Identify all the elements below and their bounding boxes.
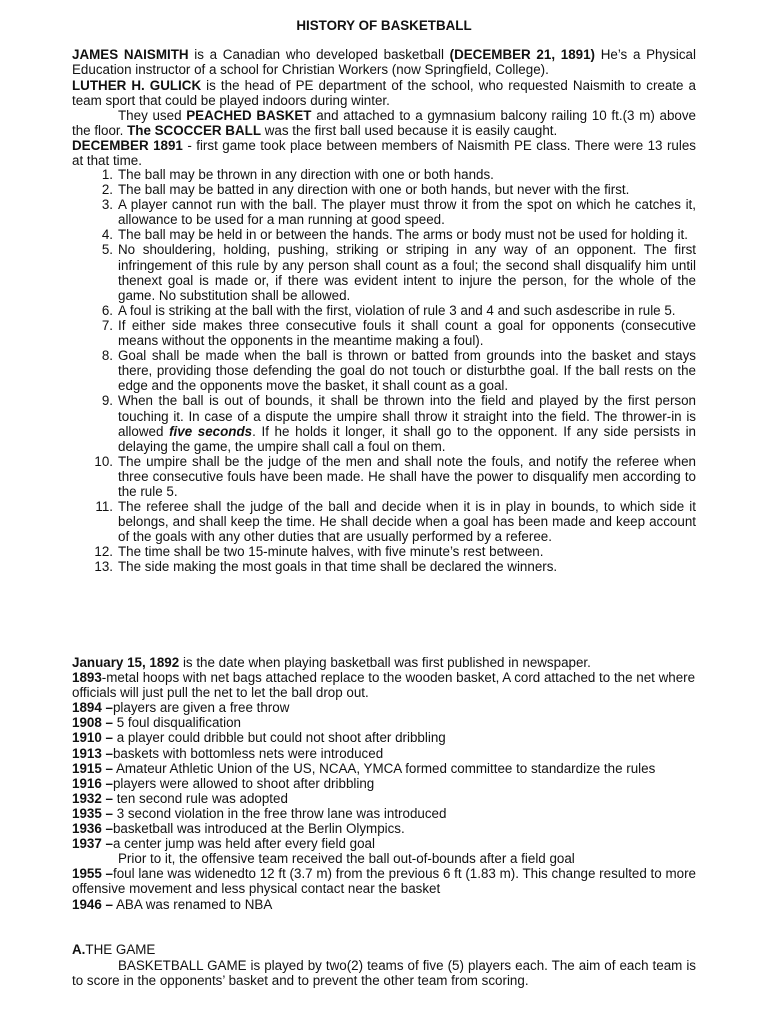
timeline-item: 1916 –players were allowed to shoot after dribbling (72, 775, 375, 791)
timeline-item: January 15, 1892 is the date when playing basketball was first published in newspaper. (72, 655, 591, 670)
page-title: HISTORY OF BASKETBALL (296, 18, 472, 33)
list-item: 3. A player cannot run with the ball. The player must throw it from the spot on which he catches it, allowance to be used for a man running at good speed. (101, 197, 696, 228)
timeline-item: 1908 – 5 foul disqualification (72, 715, 242, 731)
list-item: 1. The ball may be thrown in any direction with one or both hands. (101, 167, 494, 182)
timeline (72, 655, 696, 912)
timeline-item: 1936 –basketball was introduced at the Berlin Olympics. (72, 821, 405, 837)
intro-gulick: LUTHER H. GULICK is the head of PE department of the school, who requested Naismith to create a team sport that could be played indoors during winter. (72, 78, 696, 109)
timeline-note: Prior to it, the offensive team received the ball out-of-bounds after a field goal (118, 851, 575, 867)
intro-basket: They used PEACHED BASKET and attached to a gymnasium balcony railing 10 ft.(3 m) above the floor. The SCOCCER BALL was the first ball used because it is easily caught. (72, 108, 697, 139)
naismith-name: JAMES NAISMITH (72, 47, 189, 62)
timeline-item: 1893-metal hoops with net bags attached replace to the wooden basket, A cord attached to the net where officials will just pull the net to let the ball drop out. (72, 670, 696, 701)
list-item: 7. If either side makes three consecutive fouls it shall count a goal for opponents (consecutive means without the opponents in the meantime making a foul). (101, 317, 696, 349)
list-item: 9. When the ball is out of bounds, it shall be thrown into the field and played by the first person touching it. In case of a dispute the umpire shall throw it straight into the field. The thrower-in is allowed five seconds. If he holds it longer, it shall go to the opponent. If any side persists in delaying the game, the umpire shall call a foul on them. (101, 393, 696, 454)
timeline-item: 1915 – Amateur Athletic Union of the US, NCAA, YMCA formed committee to standardize the rules (72, 760, 656, 776)
naismith-date: (DECEMBER 21, 1891) (449, 47, 595, 62)
section-a-heading: A.THE GAME (72, 942, 156, 957)
list-item: 10. The umpire shall be the judge of the men and shall note the fouls, and notify the referee when three consecutive fouls have been made. He shall have the power to disqualify men according to the rule 5. (94, 453, 696, 499)
gulick-name: LUTHER H. GULICK (72, 78, 202, 93)
list-item: 11. The referee shall the judge of the ball and decide when it is in play in bounds, to which side it belongs, and shall keep the time. He shall decide when a goal has been made and keep account of the goals with any other duties that are usually performed by a referee. (95, 499, 696, 545)
timeline-item: 1932 – ten second rule was adopted (72, 790, 288, 806)
timeline-item: 1946 – ABA was renamed to NBA (72, 896, 273, 912)
list-item: 13. The side making the most goals in that time shall be declared the winners. (94, 559, 558, 575)
intro-naismith: JAMES NAISMITH is a Canadian who developed basketball (DECEMBER 21, 1891) He’s a Physical Education instructor of a school for Christian Workers (now Springfield, College). (72, 47, 696, 78)
list-item: 4. The ball may be held in or between the hands. The arms or body must not be used for holding it. (101, 227, 688, 243)
rules-list (72, 167, 696, 575)
list-item: 6. A foul is striking at the ball with the first, violation of rule 3 and 4 and such asdescribe in rule 5. (101, 302, 676, 318)
timeline-item: 1910 – a player could dribble but could not shoot after dribbling (72, 730, 446, 746)
timeline-item: 1955 –foul lane was widenedto 12 ft (3.7 m) from the previous 6 ft (1.83 m). This change resulted to more offensive movement and less physical contact near the basket (72, 866, 696, 897)
timeline-item: 1894 –players are given a free throw (72, 700, 290, 716)
list-item: 2. The ball may be batted in any direction with one or both hands, but never with the first. (101, 182, 630, 198)
timeline-item: 1937 –a center jump was held after every field goal (72, 836, 375, 852)
list-item: 12. The time shall be two 15-minute halves, with five minute’s rest between. (94, 544, 544, 560)
timeline-item: 1935 – 3 second violation in the free throw lane was introduced (72, 805, 447, 821)
section-a-text: BASKETBALL GAME is played by two(2) teams of five (5) players each. The aim of each team is to score in the opponents’ basket and to prevent the other team from scoring. (72, 958, 696, 989)
list-item: 8. Goal shall be made when the ball is thrown or batted from grounds into the basket and stays there, providing those defending the goal do not touch or disturbthe goal. If the ball rests on the edge and the opponents move the basket, it shall count as a goal. (101, 348, 696, 394)
timeline-item: 1913 –baskets with bottomless nets were introduced (72, 745, 384, 761)
intro-december: DECEMBER 1891 - first game took place between members of Naismith PE class. There were 13 rules at that time. (72, 138, 696, 169)
list-item: 5. No shouldering, holding, pushing, striking or striping in any way of an opponent. The first infringement of this rule by any person shall count as a foul; the second shall disqualify him until thenext goal is made or, if there was evident intent to injure the person, for the whole of the game. No substitution shall be allowed. (101, 242, 696, 303)
